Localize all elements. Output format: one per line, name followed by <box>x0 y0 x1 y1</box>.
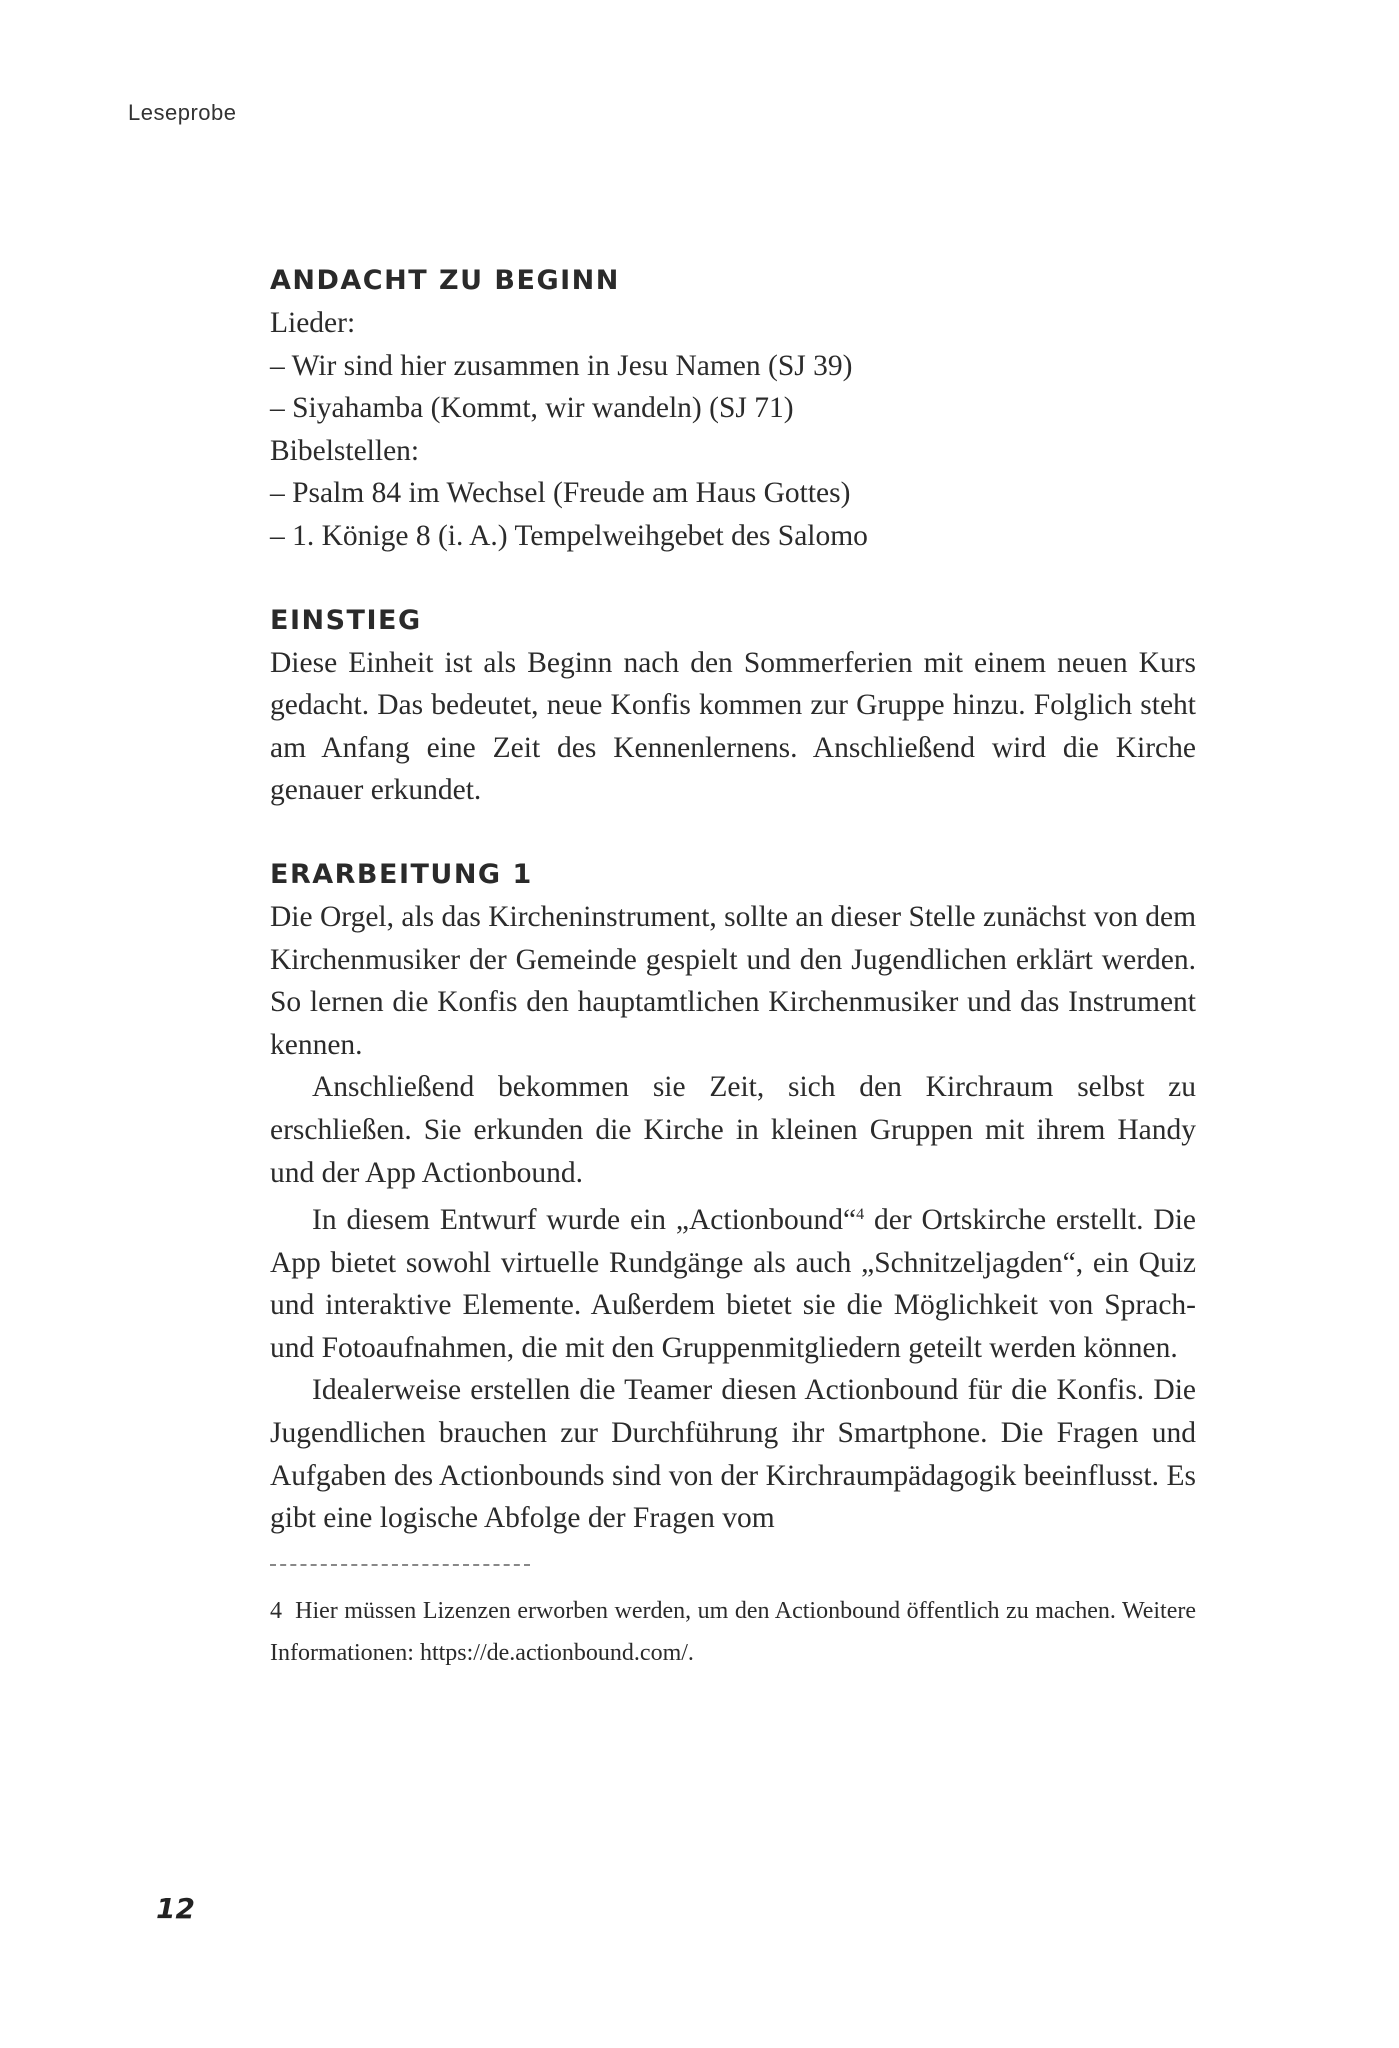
footnote <box>270 1590 1196 1674</box>
erarbeitung-paragraph-1: Die Orgel, als das Kircheninstrument, sollte an dieser Stelle zunächst von dem Kirchenmusiker der Gemeinde gespielt und den Jugendlichen erklärt werden. So lernen die Konfis den hauptamtlichen Kirchenmusiker und das Instrument kennen. <box>270 900 1197 1061</box>
andacht-line: – Siyahamba (Kommt, wir wandeln) (SJ 71) <box>270 392 794 425</box>
page-number: 12 <box>156 1892 195 1925</box>
heading-erarbeitung: ERARBEITUNG 1 <box>270 858 533 890</box>
footnote-divider <box>270 1564 530 1566</box>
andacht-line: – 1. Könige 8 (i. A.) Tempelweihgebet des Salomo <box>270 519 868 552</box>
main-content <box>270 260 1196 1674</box>
erarbeitung-paragraph-3 <box>270 1194 1196 1369</box>
heading-andacht: ANDACHT ZU BEGINN <box>270 265 620 296</box>
heading-einstieg: EINSTIEG <box>270 604 422 636</box>
paragraph-3-text-start: In diesem Entwurf wurde ein „Actionbound“ <box>312 1204 857 1237</box>
andacht-line: Lieder: <box>270 307 356 339</box>
andacht-line: – Wir sind hier zusammen in Jesu Namen (SJ 39) <box>270 349 853 382</box>
erarbeitung-paragraph-2: Anschließend bekommen sie Zeit, sich den Kirchraum selbst zu erschließen. Sie erkunden die Kirche in kleinen Gruppen mit ihrem Handy und der App Actionbound. <box>270 1071 1196 1189</box>
erarbeitung-paragraph-4: Idealerweise erstellen die Teamer diesen Actionbound für die Konfis. Die Jugendlichen brauchen zur Durchführung ihr Smartphone. Die Fragen und Aufgaben des Actionbounds sind von der Kirchraumpädagogik beeinflusst. Es gibt eine logische Abfolge der Fragen vom <box>270 1374 1196 1535</box>
footnote-reference[interactable]: 4 <box>856 1206 865 1224</box>
andacht-line: Bibelstellen: <box>270 434 420 467</box>
footnote-number: 4 <box>270 1597 282 1624</box>
paragraph-3-text-end: der Ortskirche erstellt. Die App bietet sowohl virtuelle Rundgänge als auch „Schnitzeljagden“, ein Quiz und interaktive Elemente. Außerdem bietet sie die Möglichkeit von Sprach- und Fotoaufnahmen, die mit den Gruppenmitgliedern geteilt werden können. <box>270 1204 1197 1364</box>
footnote-text: Hier müssen Lizenzen erworben werden, um den Actionbound öffentlich zu machen. Weitere Informationen: https://de.actionbound.com/. <box>270 1597 1197 1666</box>
running-head: Leseprobe <box>128 100 237 125</box>
andacht-line: – Psalm 84 im Wechsel (Freude am Haus Gottes) <box>270 477 851 510</box>
einstieg-paragraph: Diese Einheit ist als Beginn nach den Sommerferien mit einem neuen Kurs gedacht. Das bedeutet, neue Konfis kommen zur Gruppe hinzu. Folglich steht am Anfang eine Zeit des Kennenlernens. Anschließend wird die Kirche genauer erkundet. <box>270 646 1196 807</box>
